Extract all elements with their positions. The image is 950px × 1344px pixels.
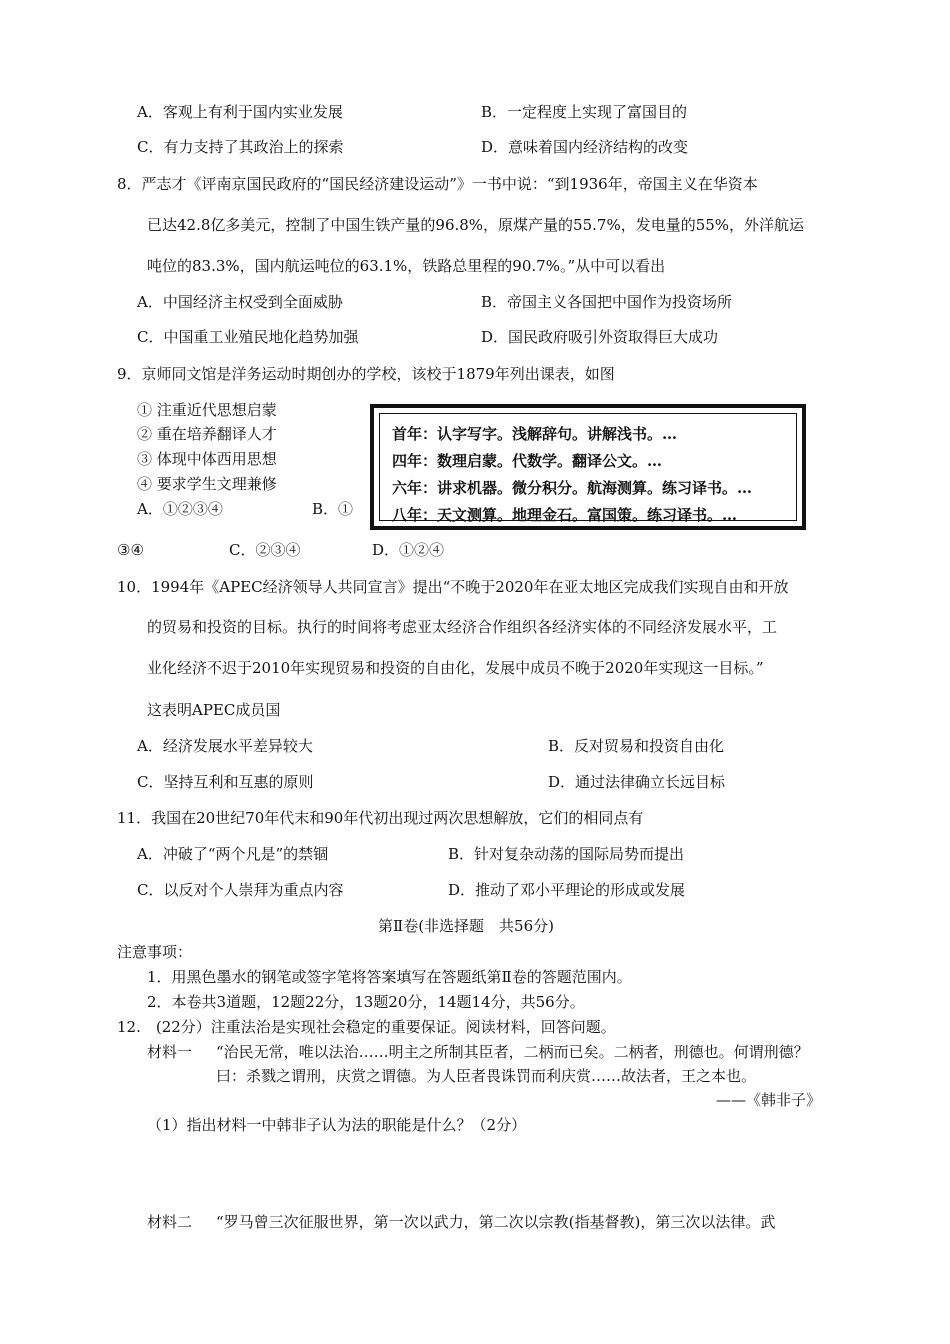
curriculum-row-year-4: 四年：数理启蒙。代数学。翻译公文。… [392, 452, 663, 470]
q9-option-b-part1: B．① [312, 500, 354, 518]
q11-option-d: D．推动了邓小平理论的形成或发展 [448, 881, 686, 899]
q8-option-b: B．帝国主义各国把中国作为投资场所 [481, 293, 733, 311]
q7-option-a: A．客观上有利于国内实业发展 [137, 103, 343, 121]
notice-item-2: 2．本卷共3道题，12题22分，13题20分，14题14分，共56分。 [147, 993, 585, 1011]
curriculum-row-year-6: 六年：讲求机器。微分积分。航海测算。练习译书。… [392, 479, 753, 497]
q10-option-b: B．反对贸易和投资自由化 [548, 737, 725, 755]
q9-item-2: ② 重在培养翻译人才 [137, 425, 277, 443]
q8-stem-line-1: 8．严志才《评南京国民政府的“国民经济建设运动”》一书中说：“到1936年，帝国主义在华资本 [117, 175, 758, 193]
q10-option-a: A．经济发展水平差异较大 [137, 737, 313, 755]
q9-stem: 9．京师同文馆是洋务运动时期创办的学校，该校于1879年列出课表，如图 [117, 365, 615, 383]
q8-option-d: D．国民政府吸引外资取得巨大成功 [481, 328, 719, 346]
notice-label: 注意事项： [117, 943, 193, 961]
q9-item-1: ① 注重近代思想启蒙 [137, 401, 277, 419]
notice-item-1: 1．用黑色墨水的钢笔或签字笔将答案填写在答题纸第Ⅱ卷的答题范围内。 [147, 968, 632, 986]
q9-option-a: A．①②③④ [137, 500, 223, 518]
q8-option-c: C．中国重工业殖民地化趋势加强 [137, 328, 359, 346]
material-1-label: 材料一 [147, 1043, 193, 1061]
q7-option-c: C．有力支持了其政治上的探索 [137, 138, 344, 156]
q10-stem-line-2: 的贸易和投资的目标。执行的时间将考虑亚太经济合作组织各经济实体的不同经济发展水平，工 [147, 618, 778, 636]
curriculum-table-inner-border [379, 413, 797, 524]
material-1-line-1: “治民无常，唯以法治……明主之所制其臣者，二柄而已矣。二柄者，刑德也。何谓刑德？ [216, 1043, 809, 1061]
q9-item-4: ④ 要求学生文理兼修 [137, 475, 277, 493]
q11-option-c: C．以反对个人崇拜为重点内容 [137, 881, 344, 899]
curriculum-row-year-8: 八年：天文测算。地理金石。富国策。练习译书。… [392, 506, 738, 524]
q12-stem: 12. (22分）注重法治是实现社会稳定的重要保证。阅读材料，回答问题。 [117, 1018, 616, 1036]
q8-stem-line-2: 已达42.8亿多美元，控制了中国生铁产量的96.8%，原煤产量的55.7%，发电量的55%，外洋航运 [147, 216, 805, 234]
q10-stem-line-1: 10．1994年《APEC经济领导人共同宣言》提出“不晚于2020年在亚太地区完成我们实现自由和开放 [117, 578, 789, 596]
section-2-title: 第Ⅱ卷(非选择题 共56分) [378, 917, 554, 935]
curriculum-row-year-1: 首年：认字写字。浅解辞句。讲解浅书。… [392, 425, 678, 443]
q9-option-c: C．②③④ [229, 541, 301, 559]
material-1-source: ——《韩非子》 [716, 1091, 822, 1109]
material-1-line-2: 曰：杀戮之谓刑，庆赏之谓德。为人臣者畏诛罚而利庆赏……故法者，王之本也。 [216, 1067, 757, 1085]
q10-stem-line-3: 业化经济不迟于2010年实现贸易和投资的自由化，发展中成员不晚于2020年实现这一目标。” [147, 659, 764, 677]
material-2-line-1: “罗马曾三次征服世界，第一次以武力，第二次以宗教(指基督教)，第三次以法律。武 [216, 1213, 776, 1231]
q10-option-c: C．坚持互利和互惠的原则 [137, 773, 314, 791]
q8-stem-line-3: 吨位的83.3%，国内航运吨位的63.1%，铁路总里程的90.7%。”从中可以看出 [147, 257, 666, 275]
material-2-label: 材料二 [147, 1213, 193, 1231]
q8-option-a: A．中国经济主权受到全面威胁 [137, 293, 343, 311]
q12-subquestion-1: （1）指出材料一中韩非子认为法的职能是什么？（2分） [147, 1116, 527, 1134]
q7-option-d: D．意味着国内经济结构的改变 [481, 138, 689, 156]
q9-option-b-part2: ③④ [117, 541, 144, 559]
q11-stem: 11．我国在20世纪70年代末和90年代初出现过两次思想解放，它们的相同点有 [117, 809, 644, 827]
curriculum-table-box [370, 404, 806, 530]
q9-option-d: D．①②④ [372, 541, 445, 559]
q10-option-d: D．通过法律确立长远目标 [548, 773, 726, 791]
q11-option-b: B．针对复杂动荡的国际局势而提出 [448, 845, 685, 863]
q7-option-b: B．一定程度上实现了富国目的 [481, 103, 688, 121]
q10-stem-line-4: 这表明APEC成员国 [147, 701, 281, 719]
q11-option-a: A．冲破了“两个凡是”的禁锢 [137, 845, 329, 863]
q9-item-3: ③ 体现中体西用思想 [137, 450, 277, 468]
